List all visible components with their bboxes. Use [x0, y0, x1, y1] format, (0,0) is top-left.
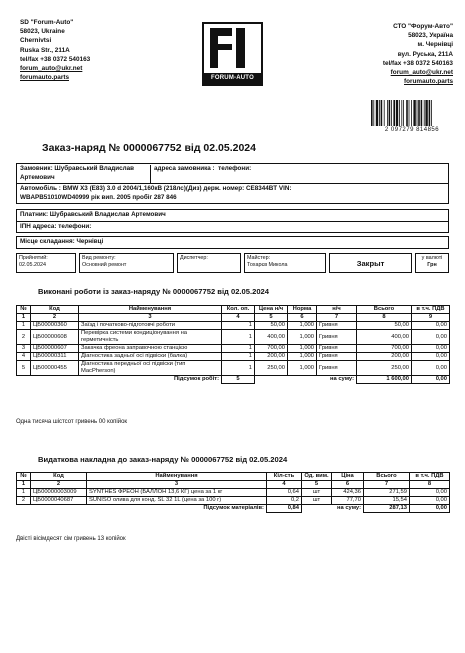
- row-qty: 1: [222, 330, 255, 345]
- row-name: Діагностика задньої осі підвіски (балка): [79, 353, 222, 361]
- repair-type-cell: Вид ремонту: Основний ремонт: [79, 253, 174, 273]
- company-address-en: [20, 18, 90, 82]
- materials-header-cell: Од. вим.: [302, 473, 332, 481]
- vehicle-line-1: Автомобіль : BMW X3 (E83) 3.0 d 2004/1,160кВ (218лс)(Диз) держ. номер: CE8344BT VIN:: [20, 185, 292, 192]
- row-name: SYNTHES ФРЕОН (БАЛЛОН 13,6 КГ) цена за 1 кг: [87, 489, 267, 497]
- company-city-ua: м. Чернівці: [417, 41, 453, 49]
- company-street-ua: вул. Руська, 211А: [397, 50, 453, 58]
- vehicle-line-2: WBAPB51010WD40999 рік вип. 2005 пробіг 287 846: [20, 193, 177, 201]
- row-total: 700,00: [357, 345, 412, 353]
- materials-header-cell: Кіл-сть: [267, 473, 302, 481]
- table-row: [17, 353, 450, 361]
- row-number: 5: [17, 361, 31, 376]
- place-box: [16, 236, 449, 249]
- company-postcode-ua: 58023, Україна: [408, 32, 453, 40]
- row-vat: 0,00: [412, 330, 450, 345]
- currency-cell: у валюті Грн: [415, 253, 449, 273]
- row-unit: Гривня: [317, 345, 357, 353]
- works-summary-qty: 5: [222, 376, 255, 384]
- customer-address-label: адреса замовника :: [154, 165, 215, 172]
- customer-label: Замовник:: [20, 165, 53, 172]
- row-vat: 0,00: [410, 497, 450, 505]
- works-column-number: 4: [222, 314, 255, 322]
- materials-header-cell: Всього: [364, 473, 410, 481]
- materials-column-number: 1: [17, 481, 31, 489]
- materials-title: Видаткова накладна до заказ-наряду № 0000067752 від 02.05.2024: [38, 455, 288, 464]
- row-code: ЦБ00000607: [31, 345, 79, 353]
- payer-box: [16, 209, 449, 233]
- materials-column-numbers: [17, 481, 450, 489]
- row-unit: Гривня: [317, 353, 357, 361]
- row-number: 1: [17, 489, 31, 497]
- customer-row: [17, 164, 448, 184]
- row-code: ЦБ00000455: [31, 361, 79, 376]
- works-header-row: [17, 306, 450, 314]
- works-header-cell: Цена н/ч: [255, 306, 288, 314]
- materials-header-row: [17, 473, 450, 481]
- company-email-ua: forum_auto@ukr.net: [390, 69, 453, 77]
- works-column-number: 6: [288, 314, 317, 322]
- row-total: 400,00: [357, 330, 412, 345]
- materials-header-cell: Код: [31, 473, 87, 481]
- currency-value: Грн: [427, 262, 437, 268]
- barcode-number: 2 097279 814856: [384, 127, 440, 133]
- company-site-en: forumauto.parts: [20, 74, 69, 82]
- row-qty: 0,64: [267, 489, 302, 497]
- company-address-ua: [383, 22, 453, 86]
- row-number: 4: [17, 353, 31, 361]
- works-sum-vat: 0,00: [412, 376, 450, 384]
- company-city-en: Chernivtsi: [20, 37, 52, 45]
- row-code: ЦБ00000003009: [31, 489, 87, 497]
- works-column-numbers: [17, 314, 450, 322]
- document-title: Заказ-наряд № 0000067752 від 02.05.2024: [42, 142, 256, 154]
- row-unit: Гривня: [317, 361, 357, 376]
- works-column-number: 2: [31, 314, 79, 322]
- materials-table: [16, 472, 450, 513]
- company-phone-ua: tel/fax +38 0372 540163: [382, 59, 453, 67]
- vehicle-row: [17, 184, 448, 203]
- row-vat: 0,00: [410, 489, 450, 497]
- materials-summary-row: [17, 505, 450, 513]
- row-price: 700,00: [255, 345, 288, 353]
- row-norm: 1,000: [288, 361, 317, 376]
- materials-column-number: 7: [364, 481, 410, 489]
- materials-summary-qty: 0,84: [267, 505, 302, 513]
- payer-row: Платник: Шубравський Владислав Артемович: [17, 210, 448, 222]
- accepted-date: 02.05.2024: [19, 262, 46, 268]
- row-price: 50,00: [255, 322, 288, 330]
- row-norm: 1,000: [288, 322, 317, 330]
- works-sum-label: на суму:: [330, 376, 354, 383]
- row-total: 250,00: [357, 361, 412, 376]
- row-qty: 1: [222, 322, 255, 330]
- materials-sum-total: 287,13: [364, 505, 410, 513]
- company-phone-en: tel/fax +38 0372 540163: [20, 55, 91, 63]
- row-price: 400,00: [255, 330, 288, 345]
- works-title: Виконані роботи із заказ-наряду № 0000067752 від 02.05.2024: [38, 287, 269, 296]
- row-total: 15,54: [364, 497, 410, 505]
- works-table: [16, 305, 450, 384]
- row-code: ЦБ00000608: [31, 330, 79, 345]
- row-norm: 1,000: [288, 345, 317, 353]
- row-price: 77,70: [332, 497, 364, 505]
- table-row: [17, 361, 450, 376]
- materials-column-number: 6: [332, 481, 364, 489]
- table-row: [17, 497, 450, 505]
- company-name-ua: СТО "Форум-Авто": [393, 23, 453, 30]
- row-name: Перевірка системи кондиціонування на герметичність: [79, 330, 222, 345]
- company-name-en: SD "Forum-Auto": [20, 19, 74, 26]
- row-qty: 1: [222, 361, 255, 376]
- works-header-cell: Найменування: [79, 306, 222, 314]
- materials-column-number: 4: [267, 481, 302, 489]
- row-total: 200,00: [357, 353, 412, 361]
- materials-header-cell: №: [17, 473, 31, 481]
- row-qty: 1: [222, 353, 255, 361]
- materials-total-in-words: Двісті вісімдесят сім гривень 13 копійок: [16, 536, 126, 542]
- row-vat: 0,00: [412, 322, 450, 330]
- materials-sum-label: на суму:: [337, 505, 361, 512]
- dispatcher-cell: Диспетчер:: [177, 253, 241, 273]
- row-vat: 0,00: [412, 361, 450, 376]
- row-code: ЦБ0000040687: [31, 497, 87, 505]
- company-street-en: Ruska Str., 211A: [20, 46, 70, 54]
- row-total: 50,00: [357, 322, 412, 330]
- works-column-number: 1: [17, 314, 31, 322]
- row-price: 250,00: [255, 361, 288, 376]
- works-column-number: 5: [255, 314, 288, 322]
- row-vat: 0,00: [412, 353, 450, 361]
- row-price: 200,00: [255, 353, 288, 361]
- works-header-cell: н/ч: [317, 306, 357, 314]
- row-unit: шт: [302, 497, 332, 505]
- works-header-cell: №: [17, 306, 31, 314]
- master-cell: Майстер: Тохарєв Микола: [244, 253, 326, 273]
- barcode: [370, 100, 454, 128]
- table-row: [17, 489, 450, 497]
- materials-summary-label: Підсумок матеріалів:: [203, 505, 264, 512]
- ipn-row: ІПН адреса: телефони:: [20, 222, 92, 230]
- works-body: [17, 322, 450, 376]
- materials-header-cell: в т.ч. ПДВ: [410, 473, 450, 481]
- works-summary-row: [17, 376, 450, 384]
- works-header-cell: Норма: [288, 306, 317, 314]
- row-code: ЦБ00000311: [31, 353, 79, 361]
- row-unit: Гривня: [317, 330, 357, 345]
- customer-phones-label: телефони:: [218, 165, 252, 172]
- company-email-en: forum_auto@ukr.net: [20, 65, 83, 73]
- row-name: SUNISO олива для конд. SL 32 1L (цена за 100 г): [87, 497, 267, 505]
- materials-body: [17, 489, 450, 505]
- works-total-in-words: Одна тисяча шістсот гривень 00 копійок: [16, 419, 128, 425]
- materials-column-number: 8: [410, 481, 450, 489]
- works-header-cell: в т.ч. ПДВ: [412, 306, 450, 314]
- materials-header-cell: Ціна: [332, 473, 364, 481]
- row-total: 271,59: [364, 489, 410, 497]
- customer-name: Шубравський Владислав Артемович: [20, 165, 135, 181]
- row-number: 2: [17, 330, 31, 345]
- works-column-number: 7: [317, 314, 357, 322]
- master-name: Тохарєв Микола: [247, 262, 288, 268]
- row-price: 424,36: [332, 489, 364, 497]
- works-header-cell: Кол. оп.: [222, 306, 255, 314]
- row-vat: 0,00: [412, 345, 450, 353]
- materials-sum-vat: 0,00: [410, 505, 450, 513]
- materials-header-cell: Найменування: [87, 473, 267, 481]
- works-header-cell: Код: [31, 306, 79, 314]
- company-site-ua: forumauto.parts: [404, 78, 453, 86]
- row-name: Діагностика передньої осі підвіски (тип MacPherson): [79, 361, 222, 376]
- status-badge: Закрыт: [329, 253, 412, 273]
- table-row: [17, 330, 450, 345]
- works-header-cell: Всього: [357, 306, 412, 314]
- table-row: [17, 345, 450, 353]
- row-code: ЦБ00000360: [31, 322, 79, 330]
- row-norm: 1,000: [288, 330, 317, 345]
- works-column-number: 8: [357, 314, 412, 322]
- row-qty: 0,2: [267, 497, 302, 505]
- place-row: Місце складання: Чернівці: [20, 238, 104, 245]
- fi-logo-icon: [204, 26, 261, 70]
- table-row: [17, 322, 450, 330]
- row-qty: 1: [222, 345, 255, 353]
- customer-vehicle-box: [16, 163, 449, 204]
- works-summary-label: Підсумок робіт:: [173, 376, 219, 383]
- accepted-cell: Прийнятий: 02.05.2024: [16, 253, 76, 273]
- row-name: Закачка фреона заправочною станцією: [79, 345, 222, 353]
- forum-auto-logo: [202, 22, 263, 86]
- row-unit: шт: [302, 489, 332, 497]
- logo-caption: FORUM-AUTO: [204, 73, 261, 84]
- works-column-number: 3: [79, 314, 222, 322]
- company-postcode-en: 58023, Ukraine: [20, 28, 65, 36]
- order-meta-row: [16, 253, 449, 275]
- works-sum-total: 1 600,00: [357, 376, 412, 384]
- row-number: 1: [17, 322, 31, 330]
- repair-type: Основний ремонт: [82, 262, 127, 268]
- works-column-number: 9: [412, 314, 450, 322]
- materials-column-number: 5: [302, 481, 332, 489]
- row-norm: 1,000: [288, 353, 317, 361]
- materials-column-number: 2: [31, 481, 87, 489]
- row-name: Заїзд і початково-підготовчі роботи: [79, 322, 222, 330]
- row-unit: Гривня: [317, 322, 357, 330]
- row-number: 3: [17, 345, 31, 353]
- row-number: 2: [17, 497, 31, 505]
- materials-column-number: 3: [87, 481, 267, 489]
